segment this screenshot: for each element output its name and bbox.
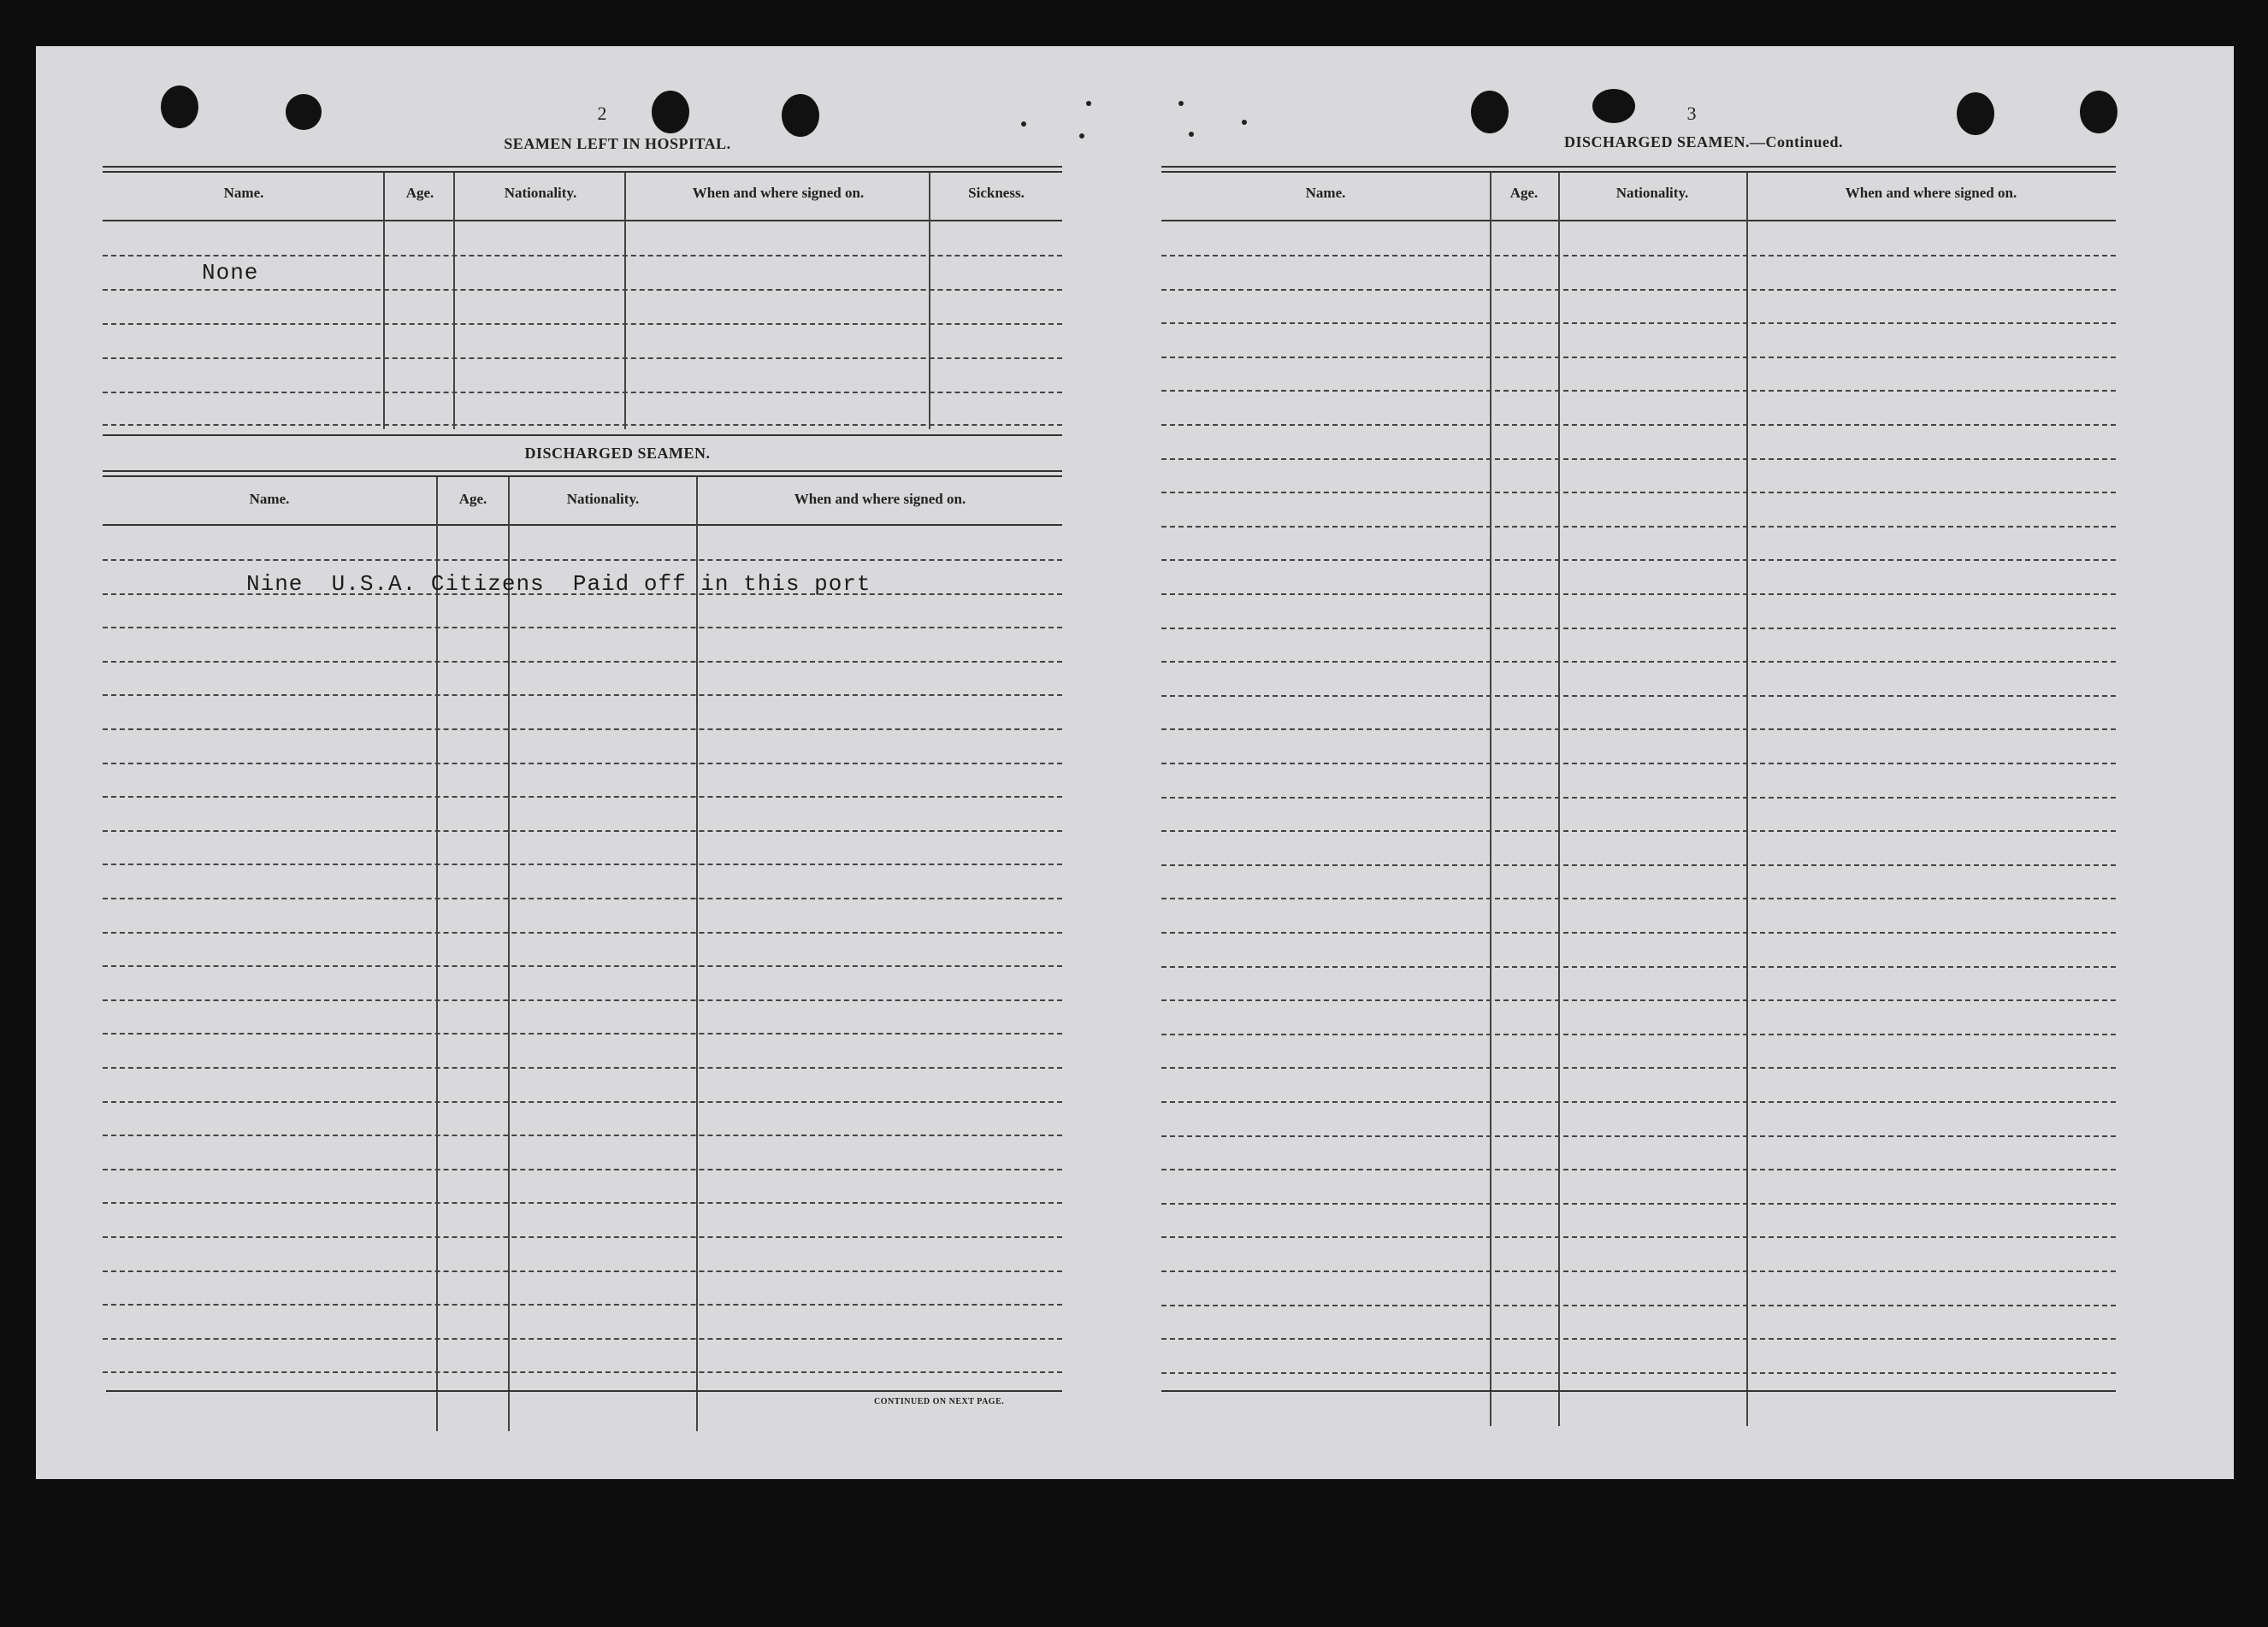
ruled-line xyxy=(1161,864,2116,866)
right-col-nationality: Nationality. xyxy=(1615,185,1689,201)
column-divider xyxy=(436,477,438,1431)
bottom-rule xyxy=(106,1390,1062,1392)
discharged-entry: Nine U.S.A. Citizens Paid off in this port xyxy=(246,571,871,597)
hospital-col-sickness: Sickness. xyxy=(968,185,1025,201)
right-col-name: Name. xyxy=(1305,185,1346,201)
ruled-line xyxy=(1161,695,2116,697)
speck xyxy=(1079,133,1084,139)
right-section-title xyxy=(1404,133,2003,151)
hospital-col-age: Age. xyxy=(405,185,434,201)
ruled-line xyxy=(103,999,1062,1001)
speck xyxy=(1178,101,1184,106)
column-divider xyxy=(1558,173,1560,1426)
ruled-line xyxy=(1161,492,2116,493)
ruled-line xyxy=(1161,1372,2116,1374)
ruled-line xyxy=(1161,289,2116,291)
speck xyxy=(1086,101,1091,106)
ruled-line xyxy=(103,728,1062,730)
speck xyxy=(1021,121,1026,127)
discharged-col-age: Age. xyxy=(458,491,487,507)
ruled-line xyxy=(1161,661,2116,663)
punch-hole xyxy=(1957,92,1994,135)
ruled-line xyxy=(103,1135,1062,1136)
ruled-line xyxy=(1161,797,2116,799)
hospital-col-signed-on: When and where signed on. xyxy=(692,185,865,201)
ruled-line xyxy=(103,392,1062,393)
ruled-line xyxy=(103,932,1062,934)
section-rule xyxy=(103,434,1062,436)
ruled-line xyxy=(103,1169,1062,1170)
ruled-line xyxy=(1161,1067,2116,1069)
header-rule xyxy=(103,220,1062,221)
ruled-line xyxy=(103,1067,1062,1069)
ruled-line xyxy=(1161,1135,2116,1137)
speck xyxy=(1189,132,1194,137)
page-number-left: 2 xyxy=(597,103,607,124)
page-number-right: 3 xyxy=(1686,103,1697,124)
punch-hole xyxy=(782,94,819,137)
ruled-line xyxy=(103,661,1062,663)
discharged-col-name: Name. xyxy=(249,491,290,507)
punch-hole xyxy=(652,91,689,133)
bottom-rule xyxy=(1161,1390,2116,1392)
ruled-line xyxy=(1161,1236,2116,1238)
ruled-line xyxy=(103,323,1062,325)
ruled-line xyxy=(103,1236,1062,1238)
ruled-line xyxy=(1161,1203,2116,1205)
ruled-line xyxy=(103,898,1062,899)
right-col-age: Age. xyxy=(1509,185,1539,201)
ruled-line xyxy=(103,1371,1062,1373)
discharged-col-nationality: Nationality. xyxy=(566,491,640,507)
ruled-line xyxy=(103,627,1062,628)
ruled-line xyxy=(1161,1270,2116,1272)
discharged-section-title: DISCHARGED SEAMEN. xyxy=(524,445,711,462)
ruled-line xyxy=(1161,628,2116,629)
column-divider xyxy=(696,477,698,1431)
ruled-line xyxy=(1161,1338,2116,1340)
column-divider xyxy=(929,173,930,429)
ruled-line xyxy=(103,559,1062,561)
ruled-line xyxy=(1161,999,2116,1001)
right-title-main: DISCHARGED SEAMEN. xyxy=(1563,133,1750,150)
ruled-line xyxy=(103,830,1062,832)
ruled-line xyxy=(103,864,1062,865)
ruled-line xyxy=(1161,322,2116,324)
ruled-line xyxy=(1161,1034,2116,1035)
punch-hole xyxy=(286,94,322,130)
ruled-line xyxy=(103,255,1062,256)
column-divider xyxy=(1490,173,1491,1426)
ruled-line xyxy=(1161,424,2116,426)
ruled-line xyxy=(1161,898,2116,899)
ruled-line xyxy=(1161,966,2116,968)
ruled-line xyxy=(1161,390,2116,392)
column-divider xyxy=(383,173,385,429)
punch-hole xyxy=(1592,89,1635,123)
ruled-line xyxy=(103,289,1062,291)
ruled-line xyxy=(103,1338,1062,1340)
document-sheet xyxy=(36,46,2234,1479)
right-col-signed-on: When and where signed on. xyxy=(1845,185,2017,201)
ruled-line xyxy=(103,763,1062,764)
column-divider xyxy=(508,477,510,1431)
ruled-line xyxy=(1161,357,2116,358)
ruled-line xyxy=(1161,728,2116,730)
ruled-line xyxy=(103,1202,1062,1204)
ruled-line xyxy=(1161,932,2116,934)
punch-hole xyxy=(1471,91,1509,133)
ruled-line xyxy=(1161,1169,2116,1170)
ruled-line xyxy=(103,424,1062,426)
ruled-line xyxy=(1161,593,2116,595)
punch-hole xyxy=(2080,91,2117,133)
punch-hole xyxy=(161,85,198,128)
hospital-col-name: Name. xyxy=(223,185,264,201)
hospital-col-nationality: Nationality. xyxy=(504,185,577,201)
ruled-line xyxy=(1161,559,2116,561)
hospital-entry: None xyxy=(202,260,259,286)
ruled-line xyxy=(1161,1305,2116,1306)
ruled-line xyxy=(103,1033,1062,1035)
hospital-section-title: SEAMEN LEFT IN HOSPITAL. xyxy=(504,135,731,152)
ruled-line xyxy=(103,357,1062,359)
ruled-line xyxy=(1161,526,2116,528)
header-rule xyxy=(1161,220,2116,221)
ruled-line xyxy=(1161,255,2116,256)
ruled-line xyxy=(103,796,1062,798)
speck xyxy=(1242,120,1247,125)
ruled-line xyxy=(103,1101,1062,1103)
double-rule xyxy=(103,470,1062,477)
ruled-line xyxy=(103,1304,1062,1306)
header-rule xyxy=(103,524,1062,526)
ruled-line xyxy=(1161,1101,2116,1103)
double-rule xyxy=(1161,166,2116,173)
column-divider xyxy=(453,173,455,429)
ruled-line xyxy=(1161,458,2116,460)
column-divider xyxy=(1746,173,1748,1426)
ruled-line xyxy=(1161,763,2116,764)
continued-footer: CONTINUED ON NEXT PAGE. xyxy=(874,1397,1005,1406)
discharged-col-signed-on: When and where signed on. xyxy=(794,491,966,507)
double-rule xyxy=(103,166,1062,173)
ruled-line xyxy=(103,694,1062,696)
column-divider xyxy=(624,173,626,429)
ruled-line xyxy=(103,965,1062,967)
ruled-line xyxy=(1161,830,2116,832)
ruled-line xyxy=(103,1270,1062,1272)
right-title-sub: —Continued. xyxy=(1750,133,1844,150)
